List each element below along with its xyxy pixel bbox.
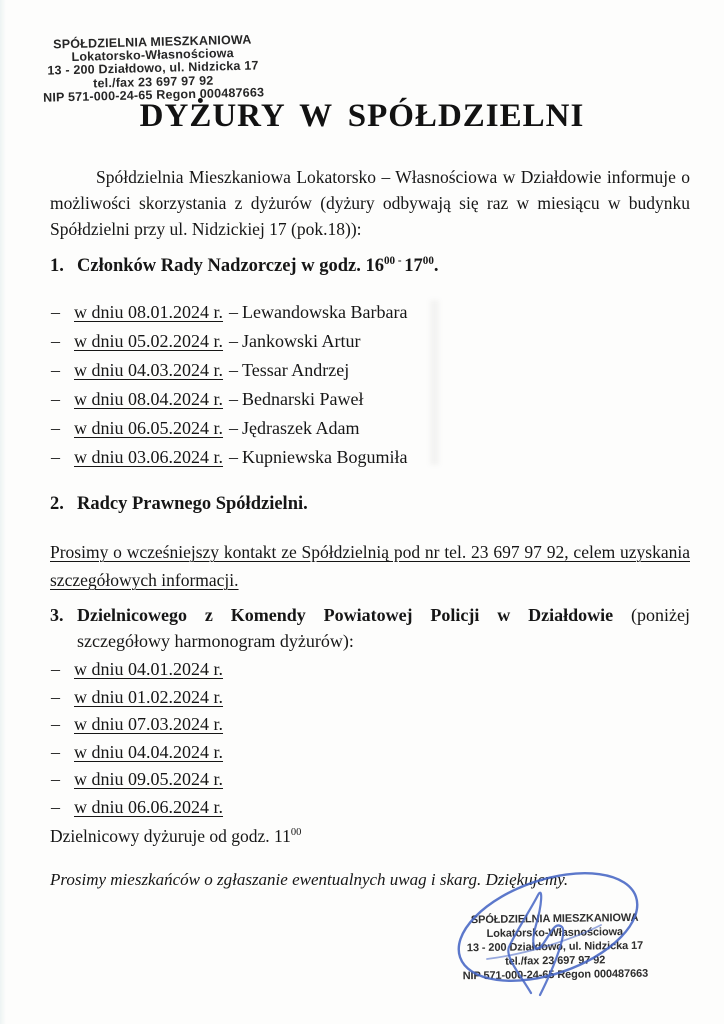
- letterhead-line-3: 13 - 200 Działdowo, ul. Nidzicka 17: [47, 58, 259, 78]
- duty-row: [50, 356, 690, 385]
- duty-date: w dniu 04.03.2024 r.: [74, 360, 224, 380]
- duty-date: w dniu 03.06.2024 r.: [74, 447, 224, 467]
- document-body: [50, 158, 690, 892]
- dash-bullet: –: [51, 418, 60, 438]
- police-duty-list: [50, 656, 690, 821]
- section-1-heading-main: Członków Rady Nadzorczej w godz. 16: [77, 256, 384, 276]
- section-2-number: 2.: [50, 494, 64, 514]
- duty-hours-note: [50, 823, 690, 850]
- duty-date: w dniu 09.05.2024 r.: [74, 769, 224, 789]
- letterhead-line-1: SPÓŁDZIELNIA MIESZKANIOWA: [53, 32, 252, 52]
- duty-date: w dniu 01.02.2024 r.: [74, 686, 224, 707]
- separator-dash: –: [229, 389, 239, 409]
- page-title: DYŻURY W SPÓŁDZIELNI: [139, 98, 585, 134]
- separator-dash: –: [229, 302, 239, 322]
- section-3-heading-text: [77, 605, 690, 651]
- bottom-stamp-line-2: Lokatorsko-Własnościowa: [486, 926, 624, 940]
- section-3-number: 3.: [50, 605, 64, 625]
- duty-person-name: Jankowski Artur: [242, 331, 361, 351]
- dash-bullet: –: [51, 796, 60, 817]
- duty-date: w dniu 08.04.2024 r.: [74, 389, 224, 409]
- duty-person-name: Kupniewska Bogumiła: [242, 447, 408, 467]
- dash-bullet: –: [51, 714, 60, 734]
- intro-paragraph: Spółdzielnia Mieszkaniowa Lokatorsko – Własnościowa w Działdowie informuje o możliwości skorzystania z dyżurów (dyżury odbywają się raz w miesiącu w budynku Spółdzielni przy ul. Nidzickiej 17 (pok.18)):: [50, 167, 690, 239]
- duty-row: [50, 327, 690, 356]
- dash-bullet: –: [51, 360, 60, 380]
- letterhead-line-4: tel./fax 23 697 97 92: [93, 73, 214, 91]
- duty-date: w dniu 07.03.2024 r.: [74, 714, 224, 734]
- dash-bullet: –: [51, 389, 60, 409]
- duty-date: w dniu 06.05.2024 r.: [74, 418, 224, 438]
- duty-hours-text: Dzielnicowy dyżuruje od godz. 11: [50, 826, 291, 846]
- duty-row: [50, 298, 690, 327]
- letterhead-line-5: NIP 571-000-24-65 Regon 000487663: [42, 85, 265, 105]
- closing-note: Prosimy mieszkańców o zgłaszanie ewentualnych uwag i skarg. Dziękujemy.: [50, 870, 569, 889]
- letterhead-stamp: [33, 33, 273, 105]
- duty-row: [50, 414, 690, 443]
- duty-date: w dniu 04.04.2024 r.: [74, 741, 224, 762]
- duty-row: [50, 794, 690, 822]
- duty-row: [50, 766, 690, 794]
- duty-date: w dniu 06.06.2024 r.: [74, 796, 224, 817]
- bottom-stamp: [450, 911, 661, 984]
- letterhead-line-2: Lokatorsko-Własnościowa: [71, 46, 234, 65]
- section-1-heading-hour2: 17: [404, 256, 423, 276]
- duty-person-name: Jędraszek Adam: [242, 418, 360, 438]
- duty-date: w dniu 04.01.2024 r.: [74, 659, 224, 679]
- duty-row: [50, 443, 690, 472]
- section-2-heading: [50, 492, 690, 516]
- section-3-heading-bold: Dzielnicowego z Komendy Powiatowej Policji w Działdowie: [77, 605, 614, 625]
- separator-dash: –: [229, 447, 239, 467]
- section-1-heading: [50, 254, 690, 278]
- contact-note: Prosimy o wcześniejszy kontakt ze Spółdzielnią pod nr tel. 23 697 97 92, celem uzyskania szczegółowych informacji.: [50, 542, 690, 590]
- duty-row: [50, 656, 690, 684]
- duty-date: w dniu 05.02.2024 r.: [74, 331, 224, 351]
- duty-row: [50, 684, 690, 712]
- bottom-stamp-line-1: SPÓŁDZIELNIA MIESZKANIOWA: [470, 911, 639, 927]
- board-duty-list: [50, 298, 690, 472]
- section-1-heading-text: [77, 256, 439, 276]
- separator-dash: –: [229, 360, 239, 380]
- dash-bullet: –: [51, 659, 60, 679]
- section-2-heading-text: Radcy Prawnego Spółdzielni.: [77, 494, 308, 514]
- bottom-stamp-line-3: 13 - 200 Działdowo, ul. Nidzicka 17: [466, 939, 644, 955]
- bottom-stamp-line-5: NIP 571-000-24-65 Regon 000487663: [462, 967, 649, 983]
- duty-row: [50, 739, 690, 767]
- section-3-heading: [50, 602, 690, 654]
- duty-person-name: Tessar Andrzej: [242, 360, 350, 380]
- dash-bullet: –: [51, 331, 60, 351]
- hour-superscript: 00: [290, 827, 302, 839]
- hour-superscript: 00: [383, 254, 396, 267]
- duty-row: [50, 385, 690, 414]
- dash-bullet: –: [51, 302, 60, 322]
- separator-dash: –: [229, 331, 239, 351]
- dash-bullet: –: [51, 769, 60, 789]
- section-1-number: 1.: [50, 256, 64, 276]
- duty-person-name: Bednarski Paweł: [242, 389, 364, 409]
- dash-bullet: –: [51, 447, 60, 467]
- section-1-heading-period: .: [433, 256, 439, 276]
- duty-person-name: Lewandowska Barbara: [242, 302, 408, 322]
- hour-superscript: 00: [422, 254, 434, 267]
- duty-row: [50, 711, 690, 739]
- bottom-stamp-line-4: tel./fax 23 697 97 92: [505, 954, 606, 968]
- dash-bullet: –: [51, 686, 60, 707]
- section-3-heading-regular: (poniżej szczegółowy harmonogram dyżurów):: [77, 605, 691, 651]
- dash-bullet: –: [51, 741, 60, 762]
- hour-range-dash: -: [395, 254, 405, 267]
- separator-dash: –: [229, 418, 239, 438]
- duty-date: w dniu 08.01.2024 r.: [74, 302, 224, 322]
